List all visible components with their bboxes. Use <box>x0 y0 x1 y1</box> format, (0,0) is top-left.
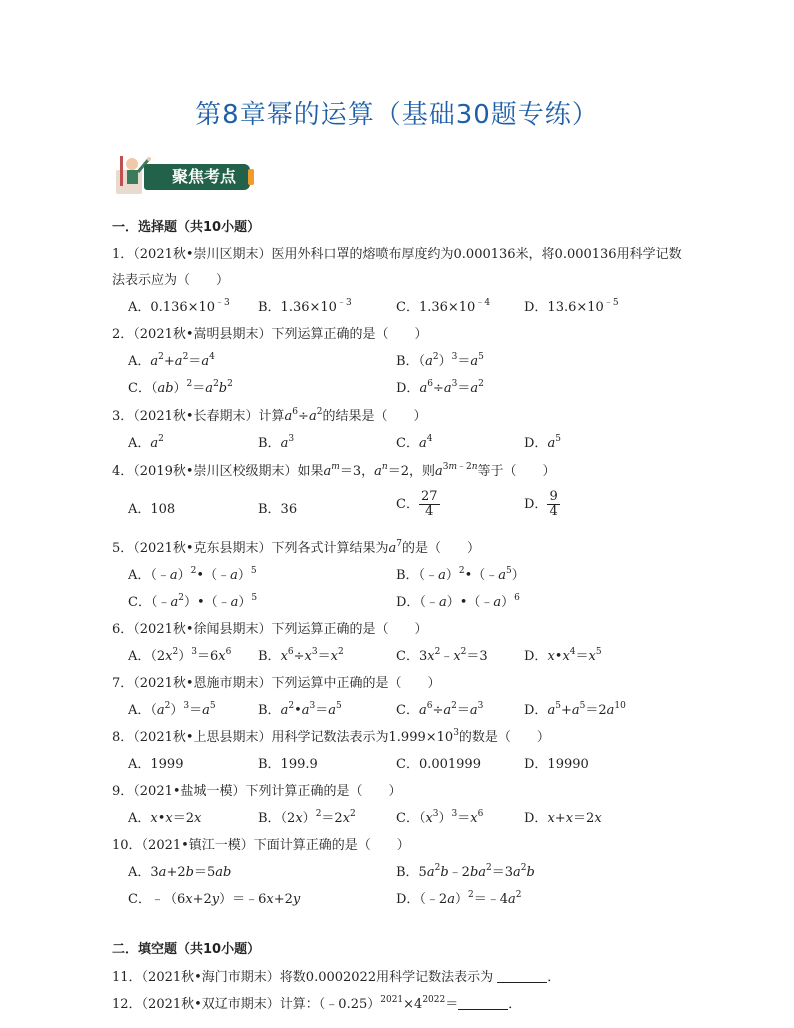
q10-option-d: D．$(﹣2a)^2=﹣4a^2$ <box>396 890 522 907</box>
q9-option-a: A．x•x＝2x <box>128 811 202 826</box>
q11-stem: 11．（2021秋•海门市期末）将数0.0002022用科学记数法表示为 ． <box>112 970 561 985</box>
q3-option-b: B．$a^3$ <box>258 434 295 451</box>
q2-option-c: C．$(ab)^2=a^2b^2$ <box>128 379 233 396</box>
q4-option-a: A．108 <box>128 502 176 517</box>
q7-stem: 7．（2021秋•恩施市期末）下列运算中正确的是（ ） <box>112 676 441 691</box>
q4-option-c: C． $\frac{27}{4}$ <box>396 489 438 519</box>
q1-option-c: C．$1.36\times 10^{﹣4}$ <box>396 298 491 315</box>
q9-option-d: D．x+x＝2x <box>524 811 602 826</box>
q1-stem-line2: 法表示应为（ ） <box>112 273 230 288</box>
q7-option-b: B．$a^2•a^3=a^5$ <box>258 701 342 718</box>
q8-stem: 8．（2021秋•上思县期末）用科学记数法表示为$1.999\times 10^3$的数是（ ） <box>112 728 550 745</box>
q2-option-b: B．$(a^2)^3=a^5$ <box>396 352 484 369</box>
q3-option-d: D．$a^5$ <box>524 434 561 451</box>
q5-option-b: B．$(﹣a)^2•(﹣a^5)$ <box>396 566 525 583</box>
badge-label: 聚焦考点 <box>144 164 250 190</box>
q1-option-b: B．$1.36\times 10^{﹣3}$ <box>258 298 352 315</box>
q5-stem: 5．（2021秋•克东县期末）下列各式计算结果为$a^7$的是（ ） <box>112 539 481 556</box>
q5-option-c: C．$(﹣a^2)•(﹣a)^5$ <box>128 593 258 610</box>
q2-option-a: A．$a^2+a^2=a^4$ <box>128 352 215 369</box>
q10-option-c: C．﹣（6x+2y）＝﹣6x+2y <box>128 892 301 907</box>
q7-option-c: C．$a^6\div a^2=a^3$ <box>396 701 484 718</box>
q5-option-d: D．（﹣a）•（﹣a）$^6$ <box>396 593 520 610</box>
q1-stem-line1: 1．（2021秋•崇川区期末）医用外科口罩的熔喷布厚度约为0.000136米，将0.000136用科学记数 <box>112 247 682 262</box>
q10-option-b: B．$5a^2b﹣2ba^2=3a^2b$ <box>396 863 535 880</box>
q4-option-b: B．36 <box>258 502 298 517</box>
q8-option-d: D．19990 <box>524 757 589 772</box>
q6-option-d: D．$x•x^4=x^5$ <box>524 647 602 664</box>
q11-answer-blank[interactable] <box>497 970 547 983</box>
section-choice-heading: 一．选择题（共10小题） <box>112 220 261 235</box>
q1-option-d: D．$13.6\times 10^{﹣5}$ <box>524 298 619 315</box>
q10-stem: 10．（2021•镇江一模）下面计算正确的是（ ） <box>112 838 410 853</box>
q6-option-a: A．$(2x^2)^3=6x^6$ <box>128 647 232 664</box>
q12-answer-blank[interactable] <box>458 997 508 1010</box>
q9-option-c: C．$(x^3)^3=x^6$ <box>396 809 484 826</box>
q6-stem: 6．（2021秋•徐闻县期末）下列运算正确的是（ ） <box>112 622 428 637</box>
q7-option-a: A．$(a^2)^3=a^5$ <box>128 701 216 718</box>
q8-option-b: B．199.9 <box>258 757 318 772</box>
q8-option-a: A．1999 <box>128 757 184 772</box>
q9-stem: 9．（2021•盐城一模）下列计算正确的是（ ） <box>112 784 402 799</box>
page-title: 第8章幂的运算（基础30题专练） <box>195 100 599 130</box>
q5-option-a: A．（﹣a）$^2$•（﹣a）$^5$ <box>128 566 257 583</box>
q8-option-c: C．0.001999 <box>396 757 481 772</box>
q1-option-a: A．$0.136\times 10^{﹣3}$ <box>128 298 230 315</box>
focus-badge <box>112 150 242 196</box>
q3-option-c: C．$a^4$ <box>396 434 433 451</box>
q3-stem: 3．（2021秋•长春期末）计算$a^6\div a^2$的结果是（ ） <box>112 407 427 424</box>
q10-option-a: A．3a+2b＝5ab <box>128 865 232 880</box>
q9-option-b: B．$(2x)^2=2x^2$ <box>258 809 356 826</box>
q12-stem: 12．（2021秋•双辽市期末）计算：$(﹣0.25)^{2021}\times 4^{2022}=$ ． <box>112 995 522 1012</box>
q4-stem: 4．（2019秋•崇川区校级期末）如果$a^m=3$，$a^n=2$，则$a^{3m﹣2n}$等于（ ） <box>112 462 556 479</box>
q4-option-d: D． $\frac{9}{4}$ <box>524 489 558 519</box>
q7-option-d: D．$a^5+a^5=2a^{10}$ <box>524 701 626 718</box>
section-fill-heading: 二．填空题（共10小题） <box>112 942 261 957</box>
q6-option-b: B．$x^6\div x^3=x^2$ <box>258 647 344 664</box>
q2-stem: 2．（2021秋•嵩明县期末）下列运算正确的是（ ） <box>112 327 428 342</box>
q3-option-a: A．$a^2$ <box>128 434 164 451</box>
q6-option-c: C．$3x^2﹣x^2=3$ <box>396 647 488 664</box>
q2-option-d: D．$a^6\div a^3=a^2$ <box>396 379 484 396</box>
